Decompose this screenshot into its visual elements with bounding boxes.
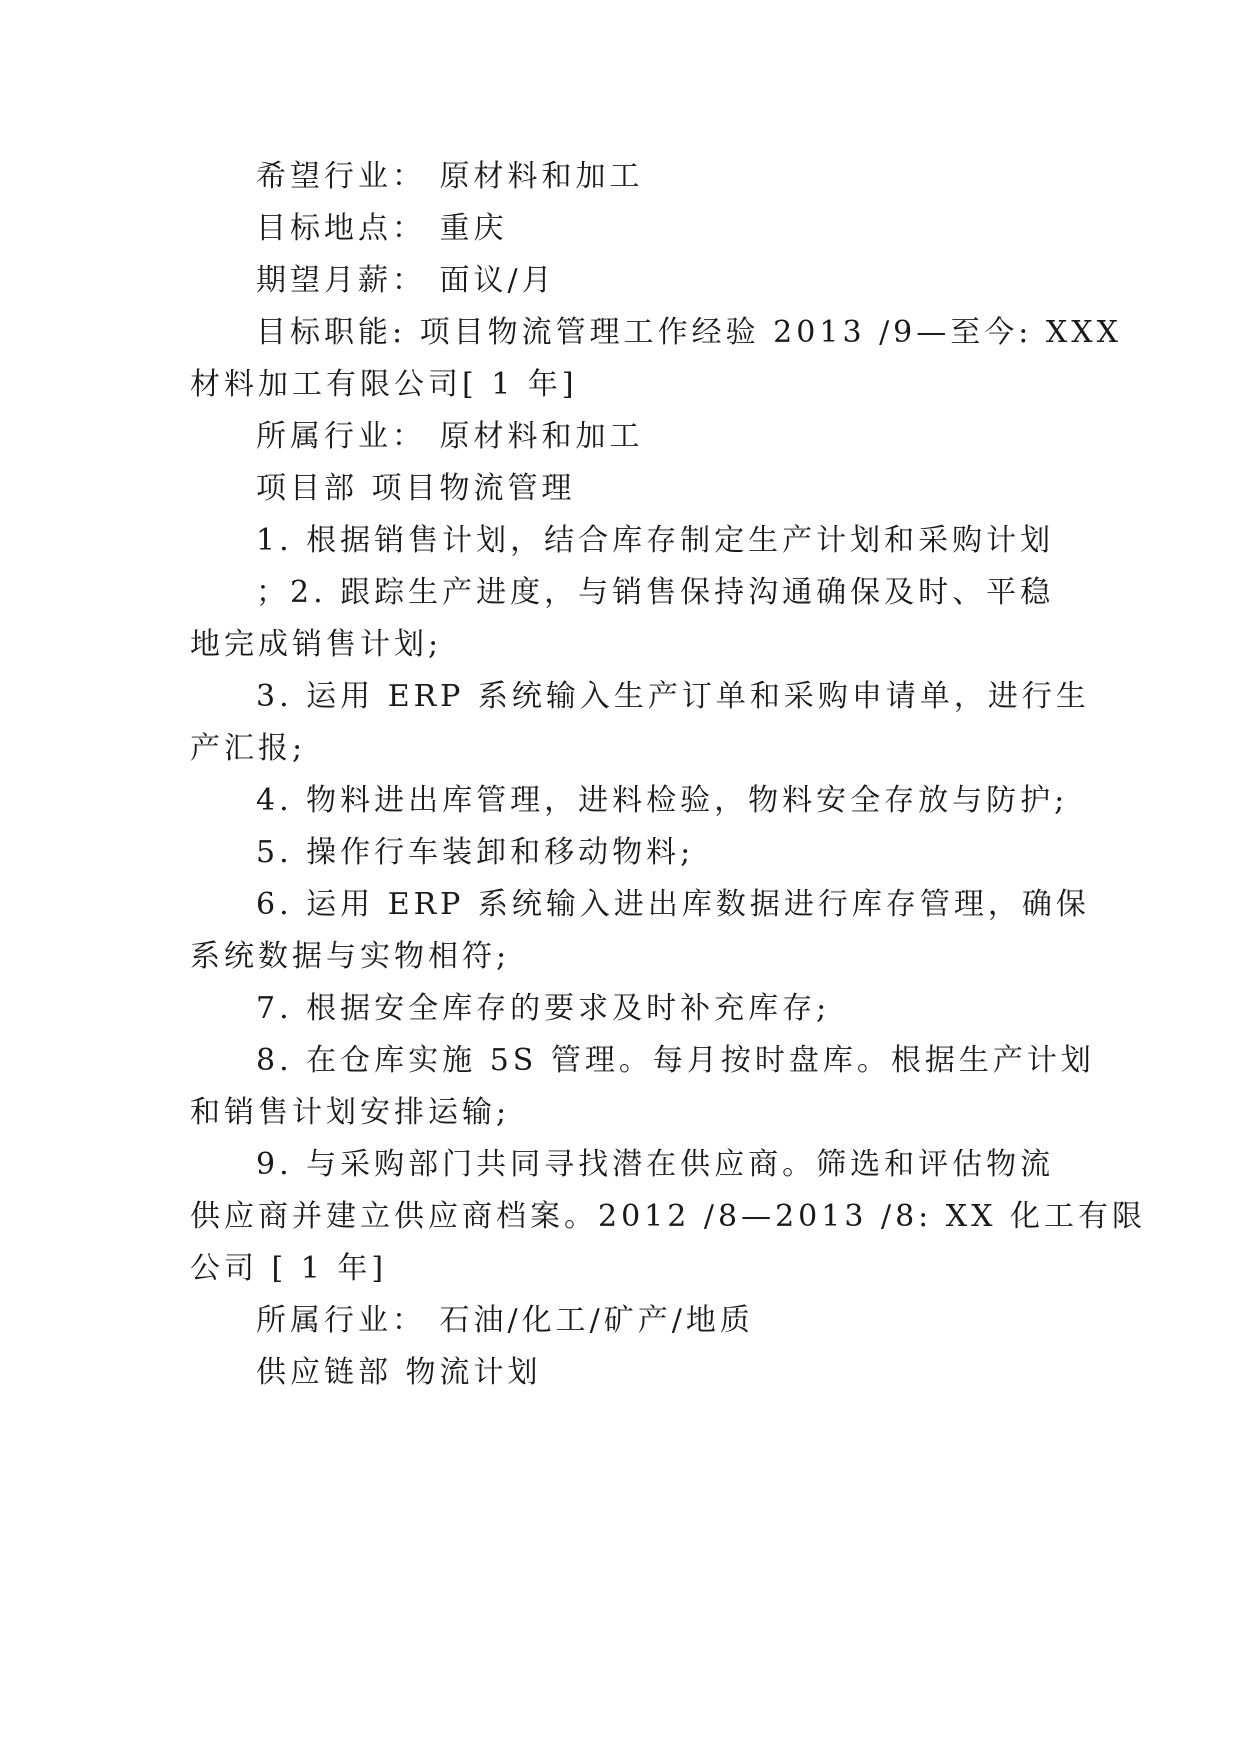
text-line-duty-9: 9. 与采购部门共同寻找潜在供应商。筛选和评估物流 xyxy=(256,1147,1055,1182)
text-line-duty-8: 8. 在仓库实施 5S 管理。每月按时盘库。根据生产计划 xyxy=(256,1043,1095,1078)
text-line-industry-1: 所属行业： 原材料和加工 xyxy=(256,419,644,454)
text-line-department-2: 供应链部 物流计划 xyxy=(256,1355,542,1390)
text-line-company-1: 材料加工有限公司[ 1 年] xyxy=(190,367,578,402)
text-line-department-1: 项目部 项目物流管理 xyxy=(256,471,576,506)
text-line-duty-6: 6. 运用 ERP 系统输入进出库数据进行库存管理，确保 xyxy=(256,887,1090,922)
text-line-target-location: 目标地点： 重庆 xyxy=(256,211,508,246)
text-line-industry-2: 所属行业： 石油/化工/矿产/地质 xyxy=(256,1303,754,1338)
text-line-duty-6-cont: 系统数据与实物相符; xyxy=(190,939,511,974)
text-line-duty-2: ；2. 跟踪生产进度，与销售保持沟通确保及时、平稳 xyxy=(256,575,1055,610)
text-line-desired-industry: 希望行业： 原材料和加工 xyxy=(256,159,644,194)
text-line-duty-8-cont: 和销售计划安排运输; xyxy=(190,1095,511,1130)
text-line-duty-3-cont: 产汇报; xyxy=(190,731,307,766)
text-line-duty-7: 7. 根据安全库存的要求及时补充库存; xyxy=(256,991,831,1026)
text-line-target-function: 目标职能: 项目物流管理工作经验 2013 /9—至今: XXX xyxy=(256,315,1122,350)
text-line-duty-2-cont: 地完成销售计划; xyxy=(190,627,443,662)
text-line-duty-9-cont: 供应商并建立供应商档案。2012 /8—2013 /8: XX 化工有限 xyxy=(190,1199,1147,1234)
text-line-duty-1: 1. 根据销售计划，结合库存制定生产计划和采购计划 xyxy=(256,523,1055,558)
text-line-duty-5: 5. 操作行车装卸和移动物料; xyxy=(256,835,695,870)
text-line-company-2: 公司 [ 1 年] xyxy=(190,1251,388,1286)
text-line-duty-3: 3. 运用 ERP 系统输入生产订单和采购申请单，进行生 xyxy=(256,679,1090,714)
text-line-expected-salary: 期望月薪： 面议/月 xyxy=(256,263,556,298)
text-line-duty-4: 4. 物料进出库管理，进料检验，物料安全存放与防护; xyxy=(256,783,1069,818)
